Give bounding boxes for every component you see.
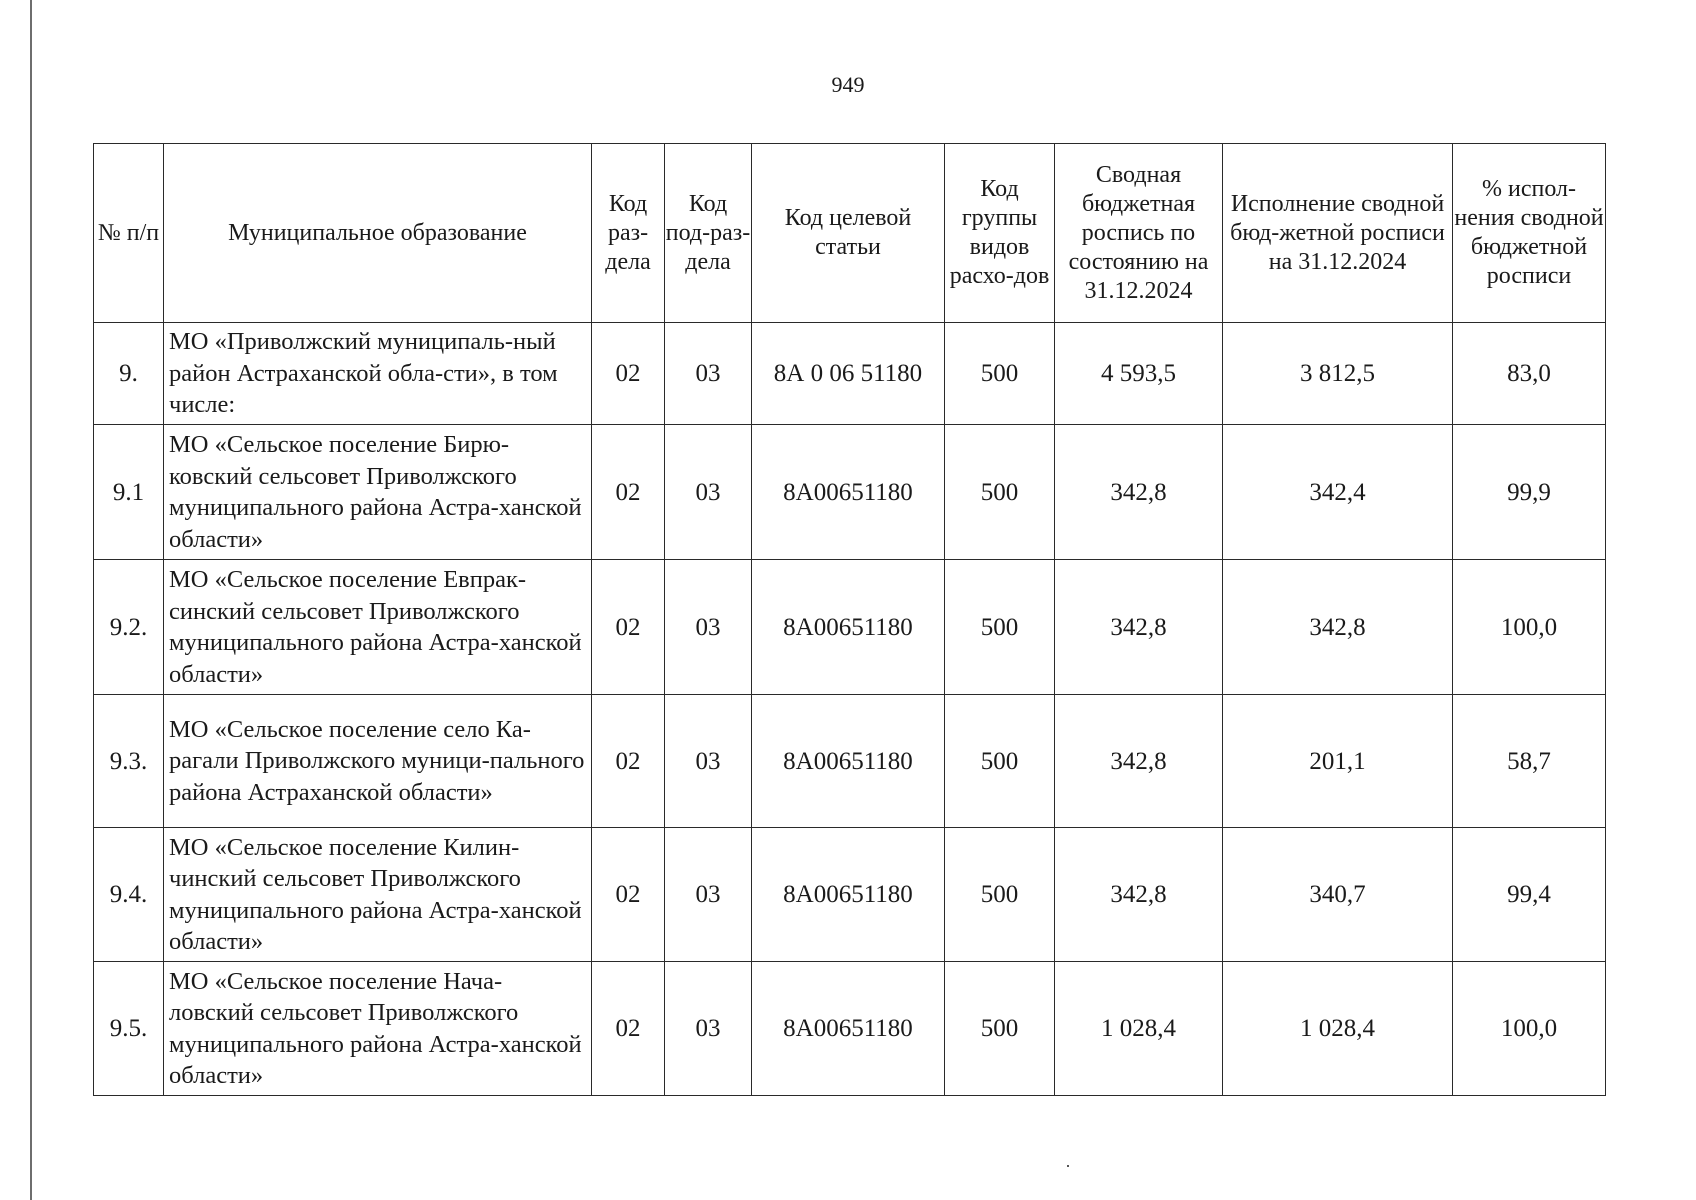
row-execution-percent: 58,7 [1453, 695, 1606, 828]
row-budget-plan: 342,8 [1055, 560, 1223, 695]
row-expense-group-code: 500 [945, 425, 1055, 560]
row-execution-percent: 99,4 [1453, 828, 1606, 962]
row-num: 9.2. [94, 560, 164, 695]
table-row [94, 560, 1606, 695]
row-expense-group-code: 500 [945, 695, 1055, 828]
row-execution-percent: 83,0 [1453, 323, 1606, 425]
row-budget-plan: 1 028,4 [1055, 962, 1223, 1096]
row-municipality: МО «Сельское поселение Бирю-ковский сельсовет Приволжского муниципального района Астра-ханской области» [164, 425, 592, 560]
row-municipality: МО «Приволжский муниципаль-ный район Астраханской обла-сти», в том числе: [164, 323, 592, 425]
row-section-code: 02 [592, 828, 665, 962]
page-number: 949 [831, 72, 865, 97]
page-margin-line [30, 0, 32, 1200]
row-execution-percent: 100,0 [1453, 560, 1606, 695]
header-municipality: Муниципальное образование [164, 144, 592, 323]
header-budget-plan: Сводная бюджетная роспись по состоянию на 31.12.2024 [1055, 144, 1223, 323]
row-subsection-code: 03 [665, 962, 752, 1096]
row-budget-plan: 342,8 [1055, 828, 1223, 962]
row-num: 9.4. [94, 828, 164, 962]
header-num: № п/п [94, 144, 164, 323]
table-header-row [94, 144, 1606, 323]
row-section-code: 02 [592, 425, 665, 560]
row-budget-execution: 342,4 [1223, 425, 1453, 560]
table-row [94, 695, 1606, 828]
row-budget-plan: 4 593,5 [1055, 323, 1223, 425]
row-budget-execution: 340,7 [1223, 828, 1453, 962]
row-municipality: МО «Сельское поселение село Ка-рагали Приволжского муници-пального района Астраханской области» [164, 695, 592, 828]
table-row [94, 962, 1606, 1096]
row-municipality: МО «Сельское поселение Нача-ловский сельсовет Приволжского муниципального района Астра-ханской области» [164, 962, 592, 1096]
row-budget-execution: 1 028,4 [1223, 962, 1453, 1096]
row-target-code: 8А00651180 [752, 962, 945, 1096]
row-municipality: МО «Сельское поселение Евпрак-синский сельсовет Приволжского муниципального района Астра-ханской области» [164, 560, 592, 695]
table-row [94, 323, 1606, 425]
scan-speck [1067, 1165, 1069, 1167]
row-section-code: 02 [592, 695, 665, 828]
row-budget-execution: 3 812,5 [1223, 323, 1453, 425]
row-expense-group-code: 500 [945, 323, 1055, 425]
row-section-code: 02 [592, 323, 665, 425]
row-expense-group-code: 500 [945, 828, 1055, 962]
row-target-code: 8А00651180 [752, 560, 945, 695]
row-section-code: 02 [592, 560, 665, 695]
table-row [94, 425, 1606, 560]
header-section-code: Код раз-дела [592, 144, 665, 323]
row-expense-group-code: 500 [945, 962, 1055, 1096]
budget-execution-table [93, 143, 1606, 1096]
header-budget-execution: Исполнение сводной бюд-жетной росписи на 31.12.2024 [1223, 144, 1453, 323]
row-execution-percent: 100,0 [1453, 962, 1606, 1096]
row-section-code: 02 [592, 962, 665, 1096]
row-num: 9.3. [94, 695, 164, 828]
row-budget-plan: 342,8 [1055, 695, 1223, 828]
row-municipality: МО «Сельское поселение Килин-чинский сельсовет Приволжского муниципального района Астра-ханской области» [164, 828, 592, 962]
row-subsection-code: 03 [665, 323, 752, 425]
header-target-code: Код целевой статьи [752, 144, 945, 323]
row-target-code: 8А00651180 [752, 425, 945, 560]
row-budget-execution: 342,8 [1223, 560, 1453, 695]
row-execution-percent: 99,9 [1453, 425, 1606, 560]
header-subsection-code: Код под-раз-дела [665, 144, 752, 323]
row-target-code: 8А 0 06 51180 [752, 323, 945, 425]
row-num: 9.1 [94, 425, 164, 560]
row-target-code: 8А00651180 [752, 828, 945, 962]
row-expense-group-code: 500 [945, 560, 1055, 695]
row-subsection-code: 03 [665, 425, 752, 560]
row-num: 9. [94, 323, 164, 425]
row-budget-execution: 201,1 [1223, 695, 1453, 828]
row-target-code: 8А00651180 [752, 695, 945, 828]
header-execution-percent: % испол-нения сводной бюджетной росписи [1453, 144, 1606, 323]
row-subsection-code: 03 [665, 560, 752, 695]
row-budget-plan: 342,8 [1055, 425, 1223, 560]
header-expense-group-code: Код группы видов расхо-дов [945, 144, 1055, 323]
table-row [94, 828, 1606, 962]
row-subsection-code: 03 [665, 695, 752, 828]
row-subsection-code: 03 [665, 828, 752, 962]
row-num: 9.5. [94, 962, 164, 1096]
